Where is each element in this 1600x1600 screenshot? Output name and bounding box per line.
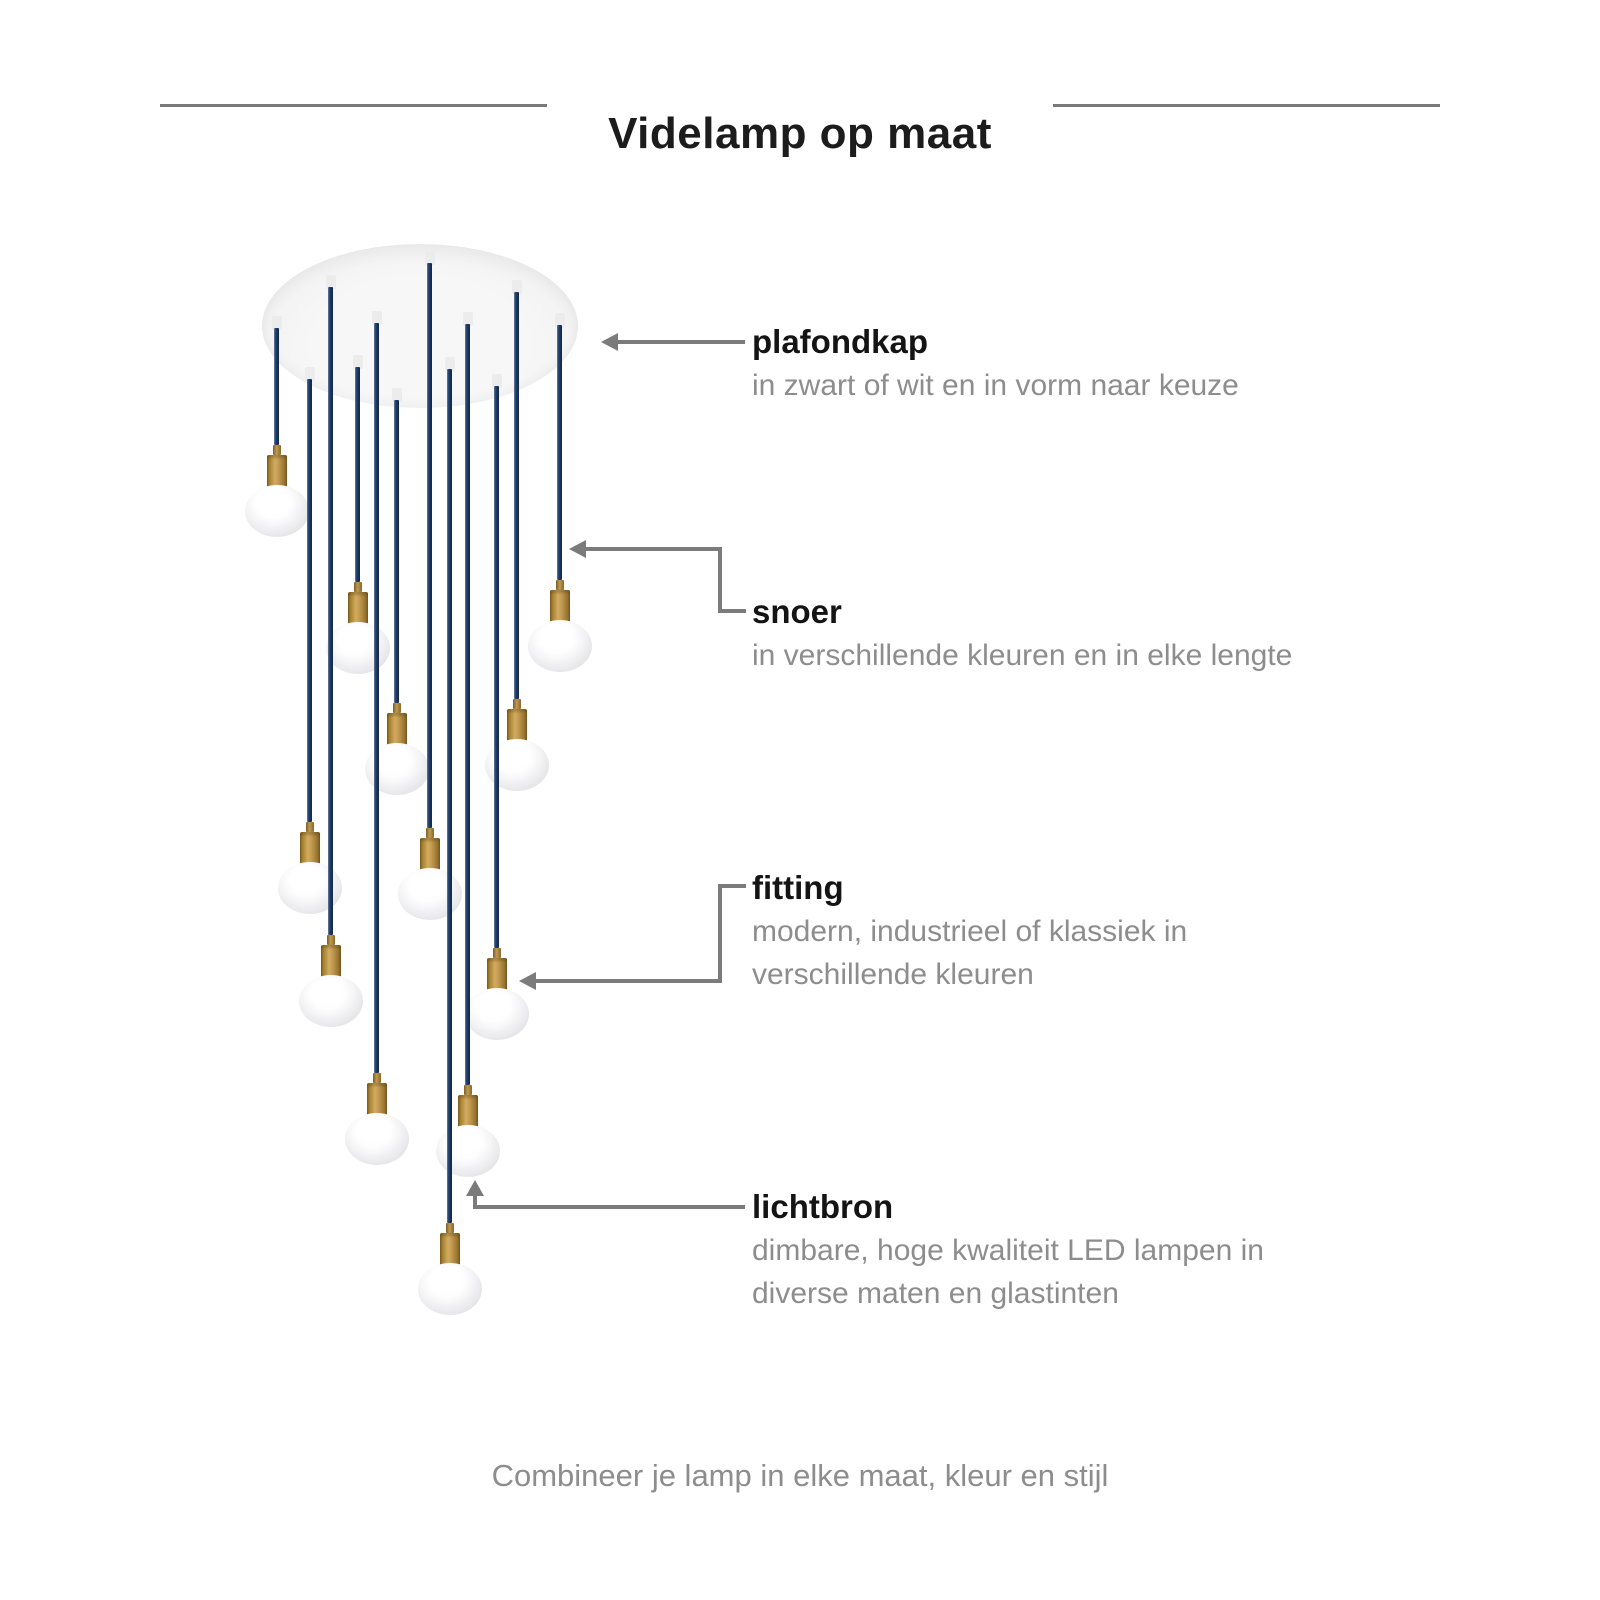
annotation-desc-line: modern, industrieel of klassiek in (752, 915, 1188, 948)
pendant-fitting (348, 592, 368, 626)
plafondkap-connector (615, 340, 745, 344)
pendant-pin (464, 1085, 472, 1095)
pendant-cord (307, 379, 312, 822)
pendant-fitting (487, 958, 507, 992)
annotation-lichtbron (752, 1185, 1392, 1315)
pendant-bulb (465, 988, 529, 1040)
pendant-pin (446, 1223, 454, 1233)
pendant-fitting (367, 1083, 387, 1117)
annotation-label: fitting (752, 869, 844, 906)
annotation-desc-line: diverse maten en glastinten (752, 1277, 1119, 1310)
pendant-cord (394, 400, 399, 703)
pendant-pin (327, 935, 335, 945)
pendant-pin (306, 822, 314, 832)
pendant-fitting (507, 709, 527, 743)
pendant-bulb (299, 975, 363, 1027)
snoer-connector-h (583, 547, 722, 551)
annotation-label: plafondkap (752, 323, 929, 360)
snoer-connector-stub (718, 609, 746, 613)
fitting-connector-v (718, 884, 722, 983)
pendant-bulb (528, 620, 592, 672)
annotation-fitting (752, 866, 1392, 996)
pendant-cord (557, 325, 562, 580)
pendant-cord (355, 367, 360, 582)
pendant-pin (556, 580, 564, 590)
annotation-desc-line: verschillende kleuren (752, 958, 1034, 991)
pendant-pin (354, 582, 362, 592)
pendant-fitting (458, 1095, 478, 1129)
pendant-cord (374, 323, 379, 1073)
title-rule-right (1053, 104, 1440, 107)
annotation-desc-line: dimbare, hoge kwaliteit LED lampen in (752, 1234, 1264, 1267)
annotation-desc-line: in zwart of wit en in vorm naar keuze (752, 369, 1239, 402)
pendant-fitting (321, 945, 341, 979)
pendant-pin (426, 828, 434, 838)
pendant-fitting (387, 713, 407, 747)
pendant-cord (328, 287, 333, 935)
page-title: Videlamp op maat (608, 109, 992, 159)
annotation-snoer (752, 590, 1392, 677)
pendant-pin (273, 445, 281, 455)
pendant-fitting (267, 455, 287, 489)
annotation-label: snoer (752, 593, 842, 630)
pendant-cord (274, 328, 279, 445)
pendant-bulb (418, 1263, 482, 1315)
pendant-bulb (326, 622, 390, 674)
fitting-arrowhead-icon (519, 972, 536, 990)
pendant-pin (513, 699, 521, 709)
pendant-cord (427, 263, 432, 828)
pendant-fitting (440, 1233, 460, 1267)
title-rule-left (160, 104, 547, 107)
pendant-cord (494, 386, 499, 948)
annotation-label: lichtbron (752, 1188, 894, 1225)
pendant-fitting (300, 832, 320, 866)
fitting-connector-h (535, 979, 722, 983)
footer-caption: Combineer je lamp in elke maat, kleur en stijl (491, 1458, 1109, 1493)
pendant-fitting (550, 590, 570, 624)
pendant-bulb (398, 868, 462, 920)
pendant-bulb (245, 485, 309, 537)
pendant-cord (465, 324, 470, 1085)
pendant-pin (493, 948, 501, 958)
pendant-bulb (436, 1125, 500, 1177)
fitting-connector-stub (718, 884, 746, 888)
lichtbron-connector-h (473, 1205, 745, 1209)
pendant-cord (514, 292, 519, 699)
annotation-desc-line: in verschillende kleuren en in elke lengte (752, 639, 1293, 672)
pendant-pin (373, 1073, 381, 1083)
pendant-fitting (420, 838, 440, 872)
pendant-bulb (345, 1113, 409, 1165)
pendant-cord (447, 369, 452, 1223)
snoer-connector-v (718, 547, 722, 613)
annotation-plafondkap (752, 320, 1392, 407)
pendant-pin (393, 703, 401, 713)
